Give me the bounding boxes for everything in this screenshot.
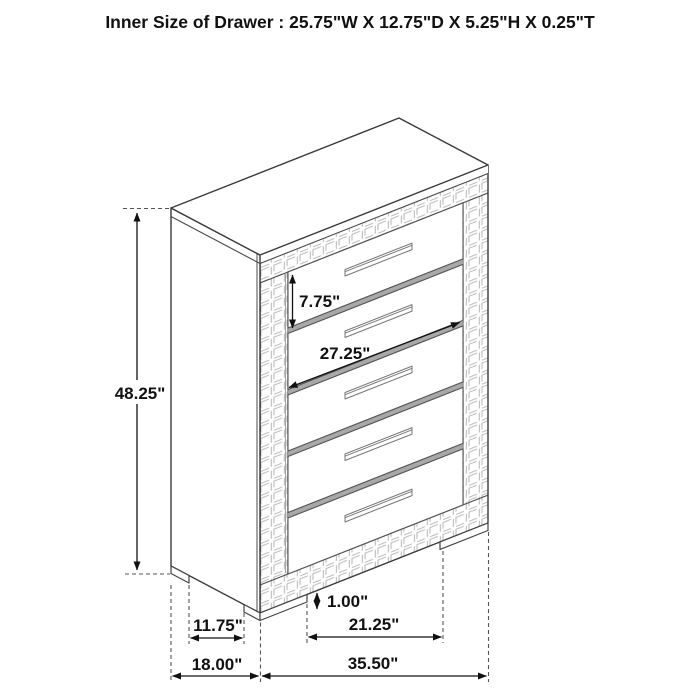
dim-label-leg-height: 1.00": [327, 592, 369, 611]
dim-label-drawer-height: 7.75": [299, 292, 341, 311]
dim-label-overall-width: 35.50": [347, 654, 399, 673]
page-title: Inner Size of Drawer : 25.75"W X 12.75"D X 5.25"H X 0.25"T: [105, 12, 595, 32]
dim-label-drawer-width: 27.25": [319, 344, 371, 363]
dim-label-side-leg-spacing: 11.75": [193, 616, 243, 635]
chest-body: [171, 118, 488, 621]
dim-label-overall-depth: 18.00": [191, 655, 243, 674]
chest-left-face: [171, 208, 260, 613]
dim-label-front-leg-spacing: 21.25": [348, 615, 400, 634]
dim-label-overall-height: 48.25": [114, 384, 166, 403]
